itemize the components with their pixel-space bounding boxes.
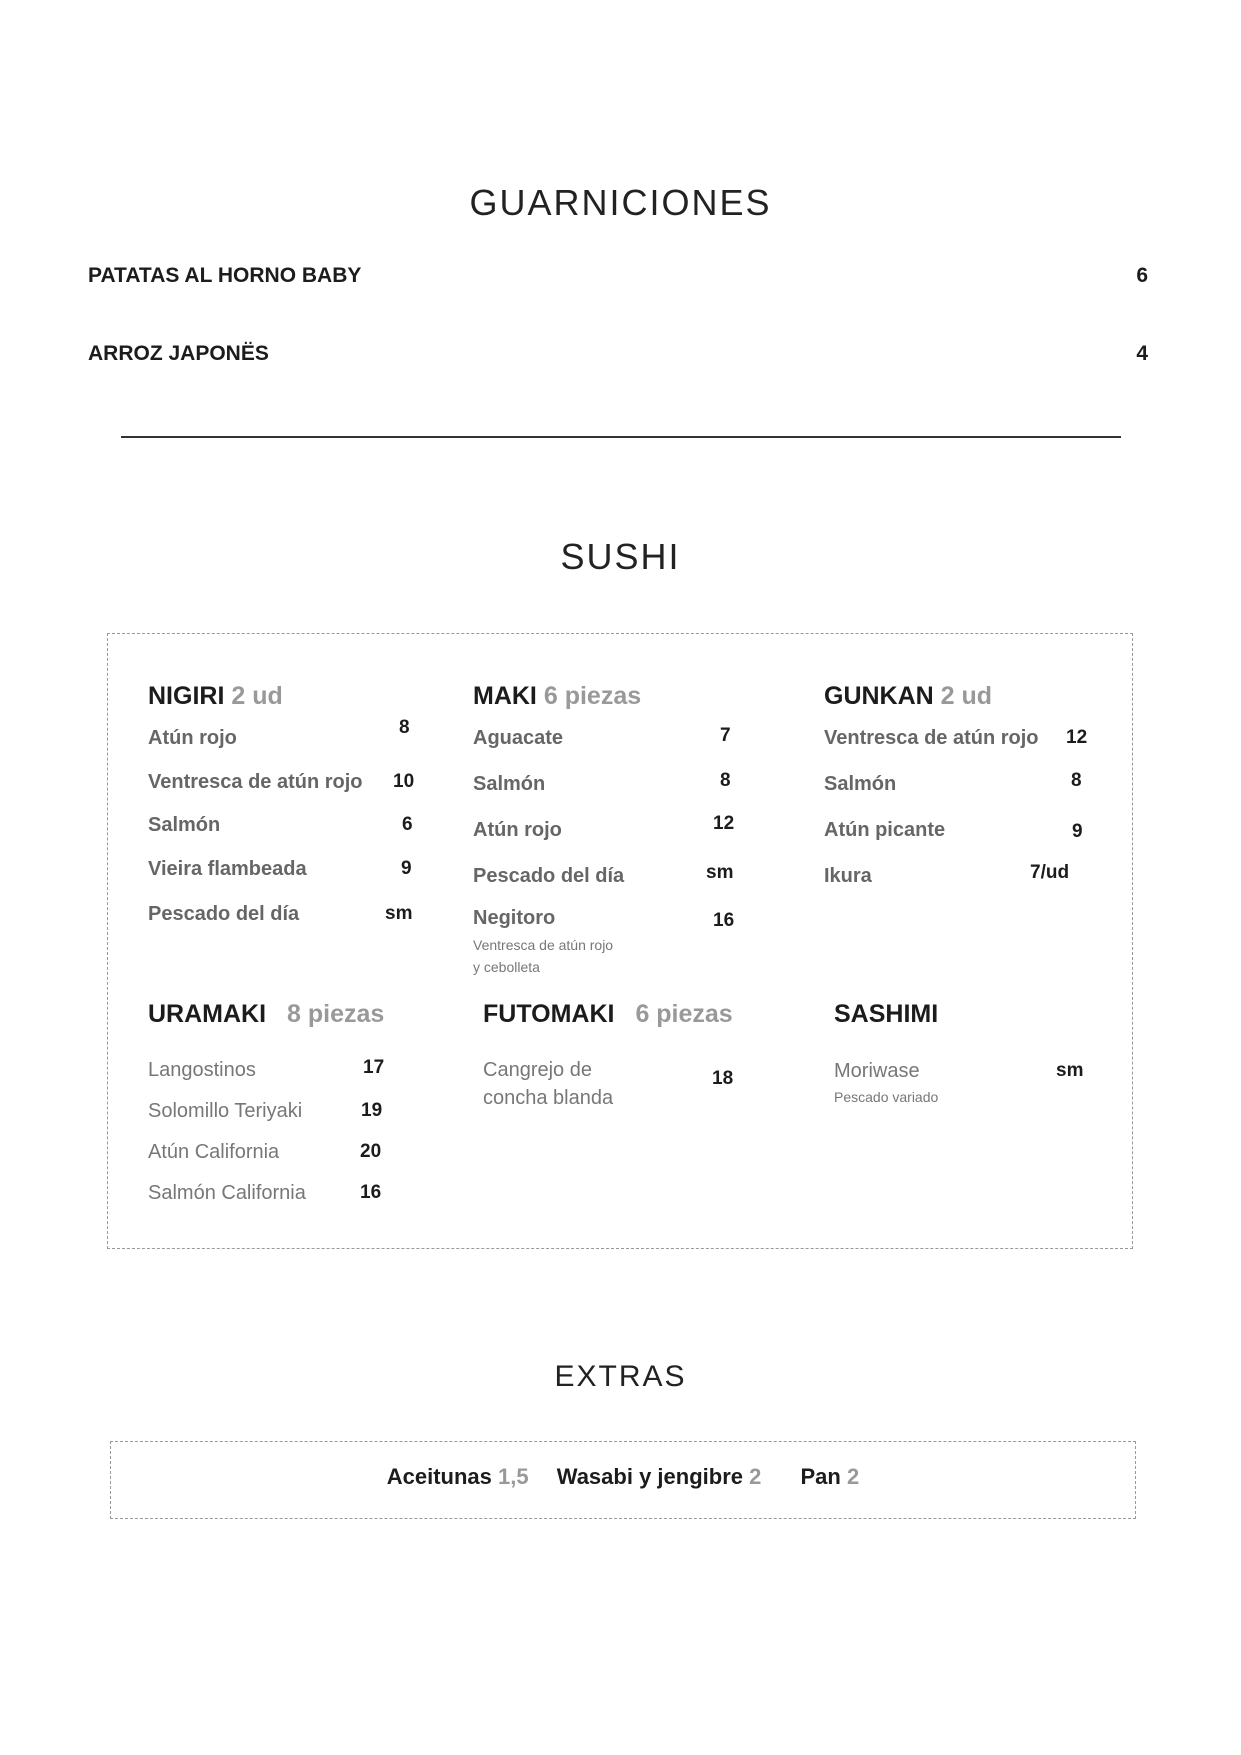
item-name: Salmón [148,814,221,836]
nigiri-title: NIGIRI [148,682,225,710]
item-description: y cebolleta [473,959,540,975]
extra-item [387,1464,529,1489]
extra-name: Pan [800,1464,841,1489]
extra-item [801,1464,860,1489]
item-price: 10 [393,771,415,792]
extra-price: 2 [749,1464,762,1489]
item-price: 20 [360,1141,382,1162]
item-price: 17 [363,1057,385,1078]
sushi-menu-box [107,633,1133,1249]
item-name: Atún California [148,1141,280,1163]
item-price: 19 [361,1100,383,1121]
item-name: Pescado del día [148,903,300,925]
maki-title: MAKI [473,682,537,710]
item-name: Salmón [473,773,546,795]
sashimi-column [834,1000,1104,1140]
futomaki-heading [483,1000,763,1029]
uramaki-subtitle: 8 piezas [287,1000,385,1028]
nigiri-heading [148,682,438,711]
uramaki-title: URAMAKI [148,1000,267,1028]
item-price: 9 [1072,821,1083,842]
extras-line [111,1464,1135,1490]
item-name: Negitoro [473,907,556,929]
item-name: Salmón California [148,1182,306,1204]
item-price: 16 [360,1182,382,1203]
sushi-title: SUSHI [560,536,681,577]
item-price: sm [1056,1060,1084,1081]
item-name: Vieira flambeada [148,858,307,880]
item-name: Cangrejo de [483,1059,592,1081]
item-price: 9 [401,858,412,879]
extra-name: Aceitunas [386,1464,492,1489]
item-price: 8 [399,717,410,738]
extras-box [110,1441,1136,1519]
sashimi-heading [834,1000,1104,1029]
guarniciones-title: GUARNICIONES [469,182,772,223]
item-price: sm [385,903,413,924]
futomaki-subtitle: 6 piezas [635,1000,733,1028]
item-price: 16 [713,910,735,931]
item-price: 6 [402,814,413,835]
item-name: Atún rojo [473,819,562,841]
item-name: Pescado del día [473,865,625,887]
item-price: 12 [1066,727,1088,748]
item-name: Ikura [824,865,872,887]
extras-title: EXTRAS [554,1360,687,1393]
sashimi-title: SASHIMI [834,1000,939,1028]
extra-item [557,1464,762,1489]
item-name: Atún rojo [148,727,237,749]
maki-heading [473,682,753,711]
item-price: 8 [720,770,731,791]
item-price: 12 [713,813,735,834]
gunkan-title: GUNKAN [824,682,934,710]
item-description: Pescado variado [834,1089,939,1105]
maki-subtitle: 6 piezas [543,682,642,710]
uramaki-column [148,1000,438,1220]
item-name: Langostinos [148,1059,256,1081]
garnish-name: ARROZ JAPONËS [88,342,269,365]
maki-column [473,682,753,982]
item-name: Moriwase [834,1060,920,1082]
garnish-price: 6 [1136,264,1148,287]
item-name: Aguacate [473,727,564,749]
item-description: Ventresca de atún rojo [473,937,614,953]
item-name: Ventresca de atún rojo [824,727,1039,749]
item-price: 18 [712,1068,734,1089]
extra-price: 2 [846,1464,860,1489]
futomaki-column [483,1000,763,1140]
item-name: concha blanda [483,1087,614,1109]
section-divider [121,436,1121,438]
extra-name: Wasabi y jengibre [556,1464,743,1489]
item-price: 7/ud [1030,862,1070,883]
item-price: 7 [720,725,731,746]
garnish-price: 4 [1136,342,1148,365]
item-price: 8 [1071,770,1082,791]
garnish-name: PATATAS AL HORNO BABY [88,264,362,287]
item-name: Atún picante [824,819,946,841]
futomaki-title: FUTOMAKI [483,1000,615,1028]
gunkan-column [824,682,1104,902]
item-price: sm [706,862,734,883]
gunkan-subtitle: 2 ud [940,682,993,710]
nigiri-subtitle: 2 ud [231,682,283,710]
item-name: Solomillo Teriyaki [148,1100,303,1122]
item-name: Ventresca de atún rojo [148,771,363,793]
extra-price: 1,5 [498,1464,529,1489]
gunkan-heading [824,682,1104,711]
item-name: Salmón [824,773,897,795]
uramaki-heading [148,1000,438,1029]
nigiri-column [148,682,438,942]
